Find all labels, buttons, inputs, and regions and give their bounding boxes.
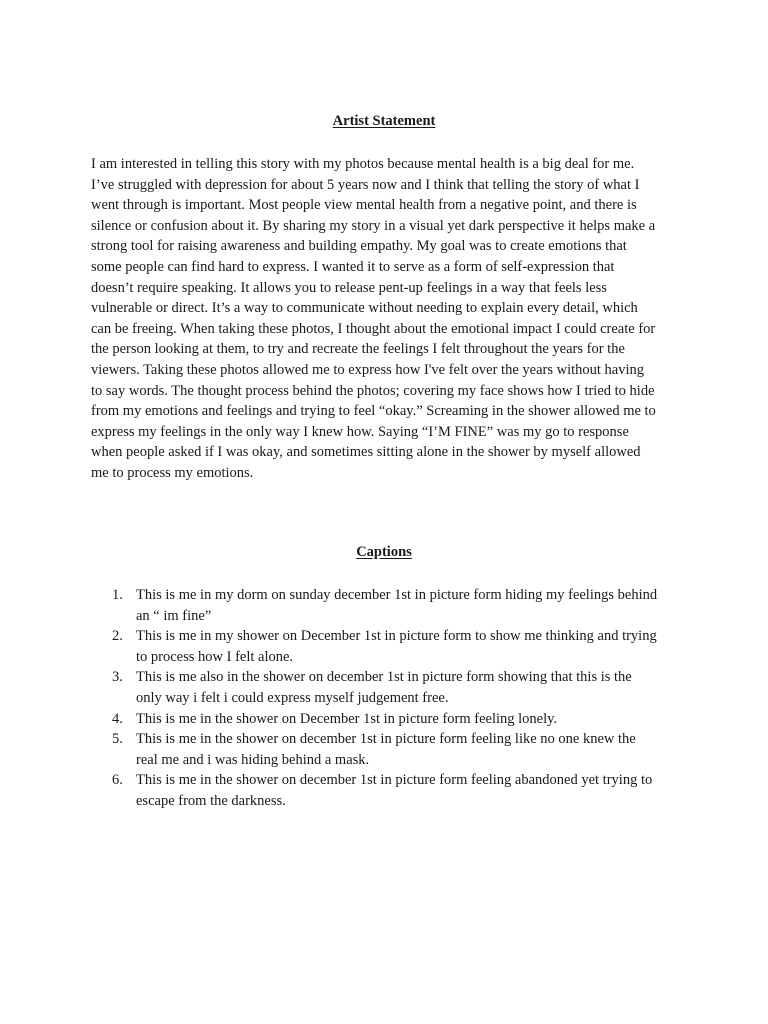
caption-item bbox=[112, 667, 692, 708]
caption-line: to process how I felt alone. bbox=[136, 648, 294, 665]
caption-item bbox=[112, 729, 692, 770]
caption-line: This is me also in the shower on december 1st in picture form showing that this is the bbox=[136, 669, 632, 686]
caption-number: 6. bbox=[112, 772, 123, 789]
caption-number: 2. bbox=[112, 628, 123, 645]
captions-list bbox=[112, 585, 692, 812]
caption-number: 5. bbox=[112, 731, 123, 748]
statement-line: express my feelings in the only way I knew how. Saying “I’M FINE” was my go to response bbox=[91, 423, 629, 440]
caption-line: This is me in the shower on December 1st in picture form feeling lonely. bbox=[136, 710, 558, 727]
statement-line: went through is important. Most people view mental health from a negative point, and there is bbox=[91, 197, 637, 214]
caption-number: 4. bbox=[112, 710, 123, 727]
caption-line: real me and i was hiding behind a mask. bbox=[136, 751, 370, 768]
caption-line: an “ im fine” bbox=[136, 607, 212, 624]
caption-item bbox=[112, 709, 692, 730]
statement-line: can be freeing. When taking these photos, I thought about the emotional impact I could create for bbox=[91, 320, 656, 337]
caption-line: This is me in the shower on december 1st in picture form feeling abandoned yet trying to bbox=[136, 772, 653, 789]
caption-line: This is me in my dorm on sunday december 1st in picture form hiding my feelings behind bbox=[136, 587, 658, 603]
caption-number: 3. bbox=[112, 669, 123, 686]
artist-statement-heading: Artist Statement bbox=[332, 113, 436, 129]
caption-item bbox=[112, 585, 692, 626]
caption-line: This is me in the shower on december 1st in picture form feeling like no one knew the bbox=[136, 731, 636, 748]
captions-heading: Captions bbox=[356, 544, 412, 560]
statement-line: from my emotions and feelings and trying to feel “okay.” Screaming in the shower allowed me to bbox=[91, 403, 656, 420]
statement-line: I’ve struggled with depression for about 5 years now and I think that telling the story of what I bbox=[91, 176, 640, 193]
statement-line: silence or confusion about it. By sharing my story in a visual yet dark perspective it helps make a bbox=[91, 217, 656, 234]
statement-line: some people can find hard to express. I wanted it to serve as a form of self-expression that bbox=[91, 258, 615, 275]
caption-line: only way i felt i could express myself judgement free. bbox=[136, 689, 449, 706]
statement-line: the person looking at them, to try and recreate the feelings I felt throughout the years for the bbox=[91, 341, 625, 358]
statement-line: strong tool for raising awareness and building empathy. My goal was to create emotions that bbox=[91, 238, 627, 255]
statement-line: me to process my emotions. bbox=[91, 464, 254, 481]
statement-line: to say words. The thought process behind the photos; covering my face shows how I tried to hide bbox=[91, 382, 655, 399]
statement-line: when people asked if I was okay, and sometimes sitting alone in the shower by myself allowed bbox=[91, 444, 641, 461]
statement-line: viewers. Taking these photos allowed me to express how I've felt over the years without having bbox=[91, 361, 644, 378]
artist-statement-body bbox=[91, 154, 681, 484]
caption-item bbox=[112, 626, 692, 667]
statement-line: vulnerable or direct. It’s a way to communicate without needing to explain every detail, which bbox=[91, 300, 638, 317]
caption-number: 1. bbox=[112, 587, 123, 603]
statement-line: doesn’t require speaking. It allows you to release pent-up feelings in a way that feels less bbox=[91, 279, 607, 296]
caption-line: escape from the darkness. bbox=[136, 792, 286, 809]
statement-line: I am interested in telling this story with my photos because mental health is a big deal for me. bbox=[91, 156, 635, 172]
caption-line: This is me in my shower on December 1st in picture form to show me thinking and trying bbox=[136, 628, 657, 645]
caption-item bbox=[112, 770, 692, 811]
